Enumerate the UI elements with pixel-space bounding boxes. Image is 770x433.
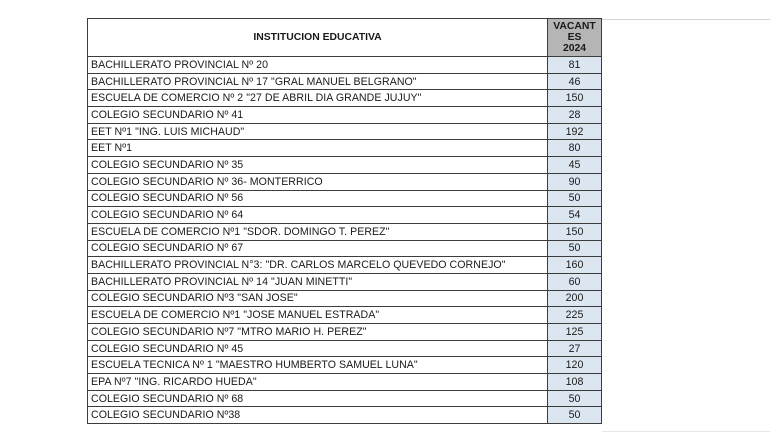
table-row xyxy=(88,207,602,224)
vacancies-header-line: 2024 xyxy=(562,43,587,54)
institution-name-cell: COLEGIO SECUNDARIO Nº 35 xyxy=(88,157,548,174)
institution-name-cell: ESCUELA DE COMERCIO Nº 2 "27 DE ABRIL DIA GRANDE JUJUY" xyxy=(88,90,548,107)
institution-name-cell: ESCUELA TECNICA Nº 1 "MAESTRO HUMBERTO SAMUEL LUNA" xyxy=(88,357,548,374)
table-body xyxy=(88,57,602,424)
table-row xyxy=(88,290,602,307)
institution-name-cell: COLEGIO SECUNDARIO Nº 41 xyxy=(88,107,548,124)
vacancies-cell: 50 xyxy=(548,407,602,424)
table-row xyxy=(88,374,602,391)
vacancies-cell: 120 xyxy=(548,357,602,374)
institution-name-cell: EPA Nº7 "ING. RICARDO HUEDA" xyxy=(88,374,548,391)
table-row xyxy=(88,57,602,74)
vacancies-cell: 50 xyxy=(548,240,602,257)
vacancies-cell: 160 xyxy=(548,257,602,274)
table-row xyxy=(88,173,602,190)
vacancies-cell: 150 xyxy=(548,223,602,240)
vacancies-cell: 27 xyxy=(548,340,602,357)
table-row xyxy=(88,190,602,207)
table-row xyxy=(88,123,602,140)
institution-name-cell: BACHILLERATO PROVINCIAL Nº 20 xyxy=(88,57,548,74)
vacancies-cell: 50 xyxy=(548,190,602,207)
table-row xyxy=(88,240,602,257)
institution-name-cell: BACHILLERATO PROVINCIAL Nº 14 "JUAN MINETTI" xyxy=(88,273,548,290)
institution-name-cell: COLEGIO SECUNDARIO Nº 64 xyxy=(88,207,548,224)
table-row xyxy=(88,307,602,324)
vacancies-cell: 46 xyxy=(548,73,602,90)
table-row xyxy=(88,140,602,157)
institution-name-cell: COLEGIO SECUNDARIO Nº 56 xyxy=(88,190,548,207)
institution-name-cell: EET Nº1 "ING. LUIS MICHAUD" xyxy=(88,123,548,140)
table-row xyxy=(88,357,602,374)
vacancies-table xyxy=(87,18,602,424)
table-row xyxy=(88,157,602,174)
institution-name-cell: ESCUELA DE COMERCIO Nº1 "SDOR. DOMINGO T. PEREZ" xyxy=(88,223,548,240)
vacancies-cell: 54 xyxy=(548,207,602,224)
institution-name-cell: BACHILLERATO PROVINCIAL Nº 17 "GRAL MANUEL BELGRANO" xyxy=(88,73,548,90)
table-row xyxy=(88,223,602,240)
table-row xyxy=(88,257,602,274)
vacancies-cell: 125 xyxy=(548,324,602,341)
vacancies-cell: 192 xyxy=(548,123,602,140)
vacancies-cell: 90 xyxy=(548,173,602,190)
institution-name-cell: COLEGIO SECUNDARIO Nº38 xyxy=(88,407,548,424)
vacancies-cell: 60 xyxy=(548,273,602,290)
institution-name-cell: COLEGIO SECUNDARIO Nº 45 xyxy=(88,340,548,357)
vacancies-cell: 45 xyxy=(548,157,602,174)
institution-name-cell: COLEGIO SECUNDARIO Nº 68 xyxy=(88,390,548,407)
top-divider-line xyxy=(602,19,770,20)
vacancies-header-line: VACANT xyxy=(553,21,596,32)
institution-name-cell: COLEGIO SECUNDARIO Nº7 "MTRO MARIO H. PEREZ" xyxy=(88,324,548,341)
table-row xyxy=(88,340,602,357)
table-row xyxy=(88,90,602,107)
vacancies-cell: 81 xyxy=(548,57,602,74)
bottom-divider-line xyxy=(602,431,770,432)
table-row xyxy=(88,324,602,341)
vacancies-cell: 80 xyxy=(548,140,602,157)
header-row xyxy=(88,19,602,57)
table-row xyxy=(88,107,602,124)
table-row xyxy=(88,407,602,424)
vacancies-cell: 108 xyxy=(548,374,602,391)
table-row xyxy=(88,390,602,407)
institution-name-cell: ESCUELA DE COMERCIO Nº1 "JOSE MANUEL ESTRADA" xyxy=(88,307,548,324)
institution-name-cell: COLEGIO SECUNDARIO Nº 36- MONTERRICO xyxy=(88,173,548,190)
table-row xyxy=(88,273,602,290)
vacancies-cell: 200 xyxy=(548,290,602,307)
institution-column-header: INSTITUCION EDUCATIVA xyxy=(88,19,548,57)
vacancies-cell: 225 xyxy=(548,307,602,324)
institution-name-cell: COLEGIO SECUNDARIO Nº3 "SAN JOSE" xyxy=(88,290,548,307)
institution-name-cell: BACHILLERATO PROVINCIAL N°3: "DR. CARLOS MARCELO QUEVEDO CORNEJO" xyxy=(88,257,548,274)
institution-name-cell: EET Nº1 xyxy=(88,140,548,157)
vacancies-cell: 50 xyxy=(548,390,602,407)
vacancies-header-line: ES xyxy=(567,32,582,43)
vacancies-column-header xyxy=(548,19,602,57)
vacancies-cell: 28 xyxy=(548,107,602,124)
table-row xyxy=(88,73,602,90)
institution-name-cell: COLEGIO SECUNDARIO Nº 67 xyxy=(88,240,548,257)
vacancies-sheet xyxy=(87,18,602,424)
vacancies-cell: 150 xyxy=(548,90,602,107)
